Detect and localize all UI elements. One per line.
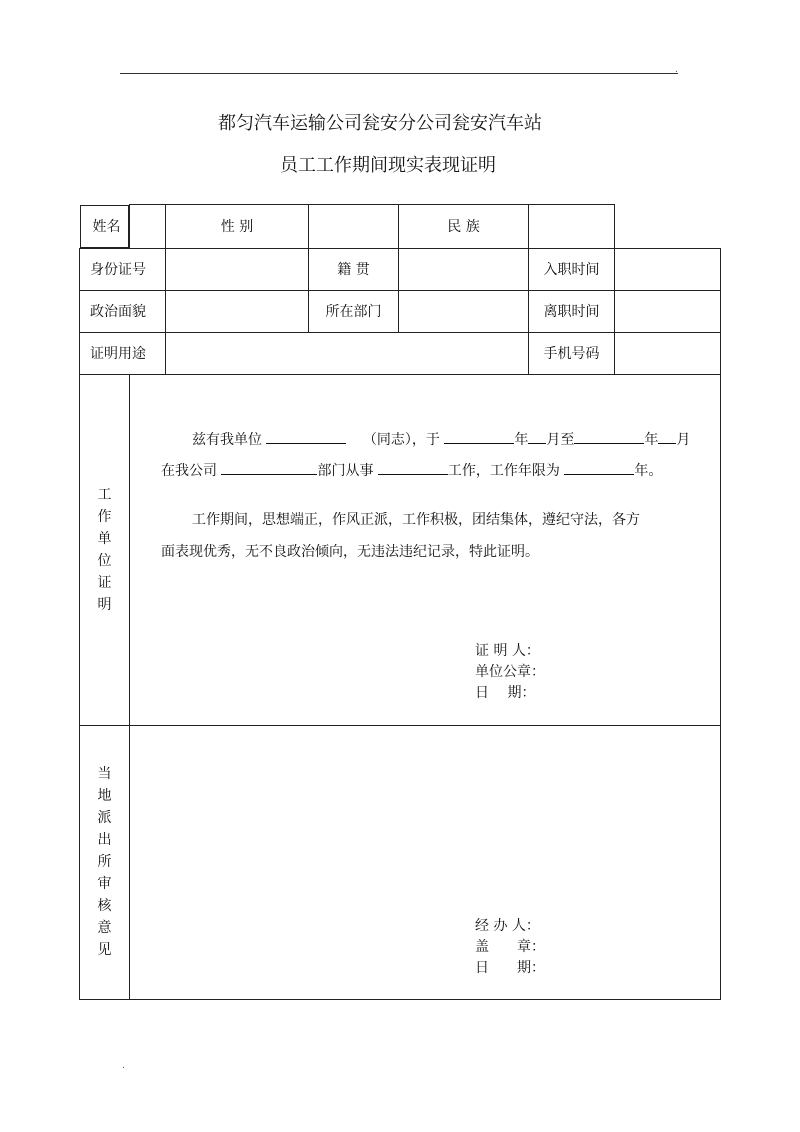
work-cert-label (80, 374, 130, 725)
political-status-field[interactable] (166, 290, 309, 332)
police-review-char: 所 (97, 854, 112, 870)
native-place-field[interactable] (399, 248, 529, 290)
top-rule (120, 73, 678, 74)
review-date-label: 日 期： (475, 959, 545, 976)
police-review-char: 意 (97, 920, 112, 936)
police-review-char: 核 (97, 898, 112, 914)
work-cert-char: 明 (97, 596, 112, 613)
years-blank[interactable] (564, 460, 634, 475)
cert-paragraph-3-line-2: 面表现优秀，无不良政治倾向，无违法违纪记录，特此证明。 (161, 543, 539, 560)
police-review-char: 审 (97, 876, 112, 892)
form-row-police-review (80, 725, 721, 999)
form-row-identity (80, 248, 721, 290)
work-signature-block (475, 641, 545, 704)
department-field[interactable] (399, 290, 529, 332)
department-label: 所在部门 (309, 290, 399, 332)
police-review-char: 地 (97, 788, 112, 804)
work-cert-char: 证 (97, 574, 112, 591)
ethnicity-label: 民 族 (399, 205, 529, 249)
form-row-purpose (80, 332, 721, 374)
police-review-char: 当 (97, 766, 112, 782)
name-field[interactable] (130, 205, 166, 249)
employee-name-blank[interactable] (266, 429, 346, 444)
police-review-content[interactable] (130, 725, 721, 999)
native-place-label: 籍 贯 (309, 248, 399, 290)
cert-paragraph-3-line-1: 工作期间，思想端正，作风正派，工作积极，团结集体，遵纪守法，各方 (192, 511, 640, 528)
phone-field[interactable] (615, 332, 721, 374)
phone-label: 手机号码 (529, 332, 615, 374)
start-year-blank[interactable] (444, 429, 514, 444)
work-date-label: 日 期： (475, 684, 536, 701)
hire-date-label: 入职时间 (529, 248, 615, 290)
work-cert-char: 作 (97, 508, 112, 525)
purpose-label: 证明用途 (80, 332, 166, 374)
handler-label: 经 办 人： (475, 917, 540, 934)
corner-mark: . (675, 65, 678, 75)
stamp-label: 盖 章： (475, 938, 545, 955)
name-label-cell (80, 205, 130, 248)
leave-date-field[interactable] (615, 290, 721, 332)
police-review-char: 派 (97, 810, 112, 826)
cert-paragraph-2: 在我公司 部门从事 工作，工作年限为 年。 (161, 460, 662, 480)
end-month-blank[interactable] (658, 429, 676, 444)
gender-field[interactable] (309, 205, 399, 249)
form-row-work-certification (80, 374, 721, 725)
id-number-label: 身份证号 (80, 248, 166, 290)
department-blank[interactable] (221, 460, 317, 475)
employment-certificate-form (79, 204, 721, 1000)
end-year-blank[interactable] (574, 429, 644, 444)
purpose-field[interactable] (166, 332, 529, 374)
job-blank[interactable] (378, 460, 448, 475)
hire-date-field[interactable] (615, 248, 721, 290)
work-cert-char: 位 (97, 552, 112, 569)
police-review-char: 见 (97, 942, 112, 958)
start-month-blank[interactable] (528, 429, 546, 444)
certifier-label: 证 明 人： (475, 642, 540, 659)
document-title: 员工工作期间现实表现证明 (280, 155, 496, 176)
review-signature-block (475, 916, 545, 979)
police-review-char: 出 (97, 832, 112, 848)
form-row-department (80, 290, 721, 332)
work-cert-char: 单 (97, 530, 112, 547)
political-status-label: 政治面貌 (80, 290, 166, 332)
form-row-basic (80, 205, 721, 249)
document-title-company: 都匀汽车运输公司瓮安分公司瓮安汽车站 (218, 113, 542, 134)
id-number-field[interactable] (166, 248, 309, 290)
footer-mark: . (122, 1061, 125, 1071)
name-label: 姓 名 (92, 219, 121, 235)
company-seal-label: 单位公章： (475, 663, 545, 680)
cert-paragraph-1: 兹有我单位 （同志），于 年 月至 年 月 (192, 429, 690, 449)
ethnicity-field[interactable] (529, 205, 615, 249)
leave-date-label: 离职时间 (529, 290, 615, 332)
work-cert-char: 工 (97, 486, 112, 503)
police-review-label (80, 725, 130, 999)
work-cert-content (130, 374, 721, 725)
gender-label: 性 别 (166, 205, 309, 249)
